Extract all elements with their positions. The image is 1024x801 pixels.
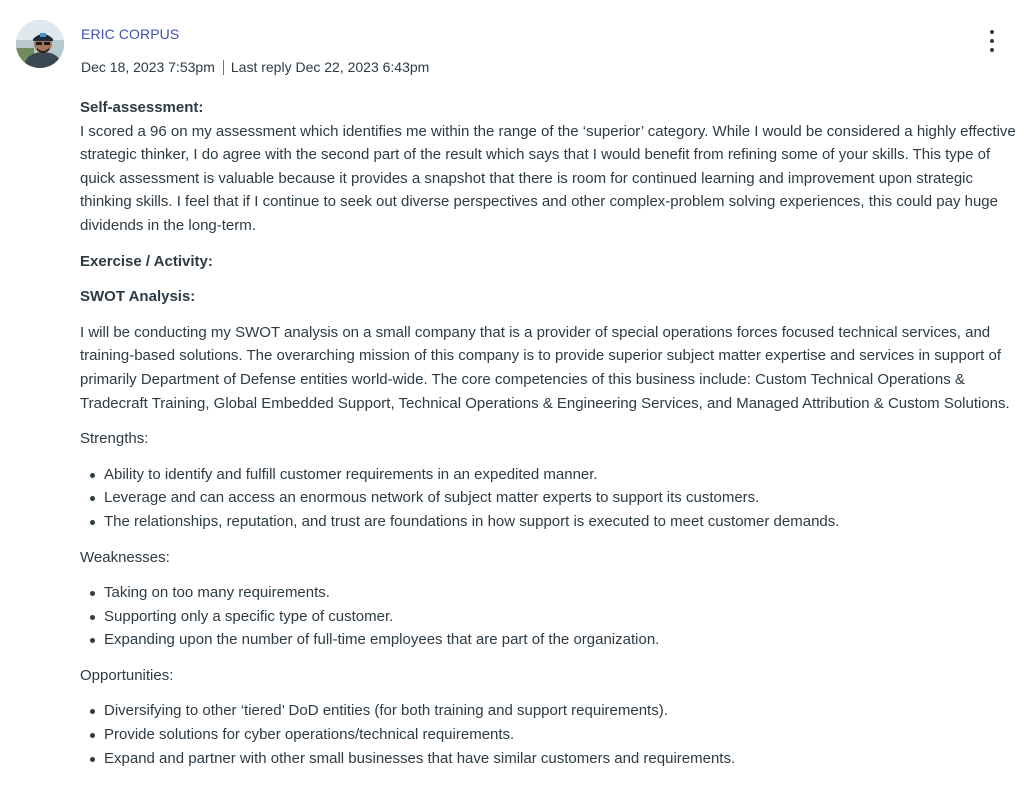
self-assessment-heading: Self-assessment:: [80, 99, 204, 116]
list-item: Provide solutions for cyber operations/technical requirements.: [104, 723, 1020, 747]
list-item: Ability to identify and fulfill customer requirements in an expedited manner.: [104, 463, 1020, 487]
user-avatar-icon[interactable]: [16, 20, 64, 68]
self-assessment-text: I scored a 96 on my assessment which identifies me within the range of the ‘superior’ category. While I would be considered a highly effective strategic thinker, I do agree with the second part of the result which says that I would benefit from refining some of your skills. This type of quick assessment is valuable because it provides a snapshot that there is room for continued learning and improvement upon strategic thinking skills. I feel that if I continue to seek out diverse perspectives and other complex-problem solving experiences, this could pay huge dividends in the long-term.: [80, 122, 1016, 234]
strengths-label: Strengths:: [80, 430, 149, 448]
author-name-link[interactable]: ERIC CORPUS: [81, 26, 180, 42]
opportunities-list: [80, 699, 1020, 770]
post-meta: [81, 59, 429, 75]
opportunities-label: Opportunities:: [80, 666, 174, 684]
swot-heading: SWOT Analysis:: [80, 288, 196, 306]
list-item: Taking on too many requirements.: [104, 581, 1020, 605]
strengths-list: [80, 463, 1020, 534]
list-item: Expand and partner with other small businesses that have similar customers and requirements.: [104, 747, 1020, 771]
list-item: Supporting only a specific type of customer.: [104, 605, 1020, 629]
meta-divider: [223, 60, 224, 75]
weaknesses-label: Weaknesses:: [80, 548, 170, 566]
kebab-dot: [990, 48, 994, 52]
list-item: Leverage and can access an enormous network of subject matter experts to support its customers.: [104, 486, 1020, 510]
post-date: Dec 18, 2023 7:53pm: [81, 59, 215, 75]
list-item: Expanding upon the number of full-time employees that are part of the organization.: [104, 628, 1020, 652]
kebab-dot: [990, 39, 994, 43]
list-item: The relationships, reputation, and trust are foundations in how support is executed to meet customer demands.: [104, 510, 1020, 534]
post-body: [80, 96, 1020, 782]
kebab-menu-icon[interactable]: [980, 30, 1004, 52]
kebab-dot: [990, 30, 994, 34]
weaknesses-list: [80, 581, 1020, 652]
last-reply-date: Last reply Dec 22, 2023 6:43pm: [230, 59, 430, 75]
swot-intro-text: I will be conducting my SWOT analysis on a small company that is a provider of special operations forces focused technical services, and training-based solutions. The overarching mission of this company is to provide superior subject matter expertise and services in support of primarily Department of Defense entities world-wide. The core competencies of this business include: Custom Technical Operations & Tradecraft Training, Global Embedded Support, Technical Operations & Engineering Services, and Managed Attribution & Custom Solutions.: [80, 323, 1010, 412]
exercise-heading: Exercise / Activity:: [80, 252, 213, 270]
list-item: Diversifying to other ‘tiered’ DoD entities (for both training and support requirements).: [104, 699, 1020, 723]
